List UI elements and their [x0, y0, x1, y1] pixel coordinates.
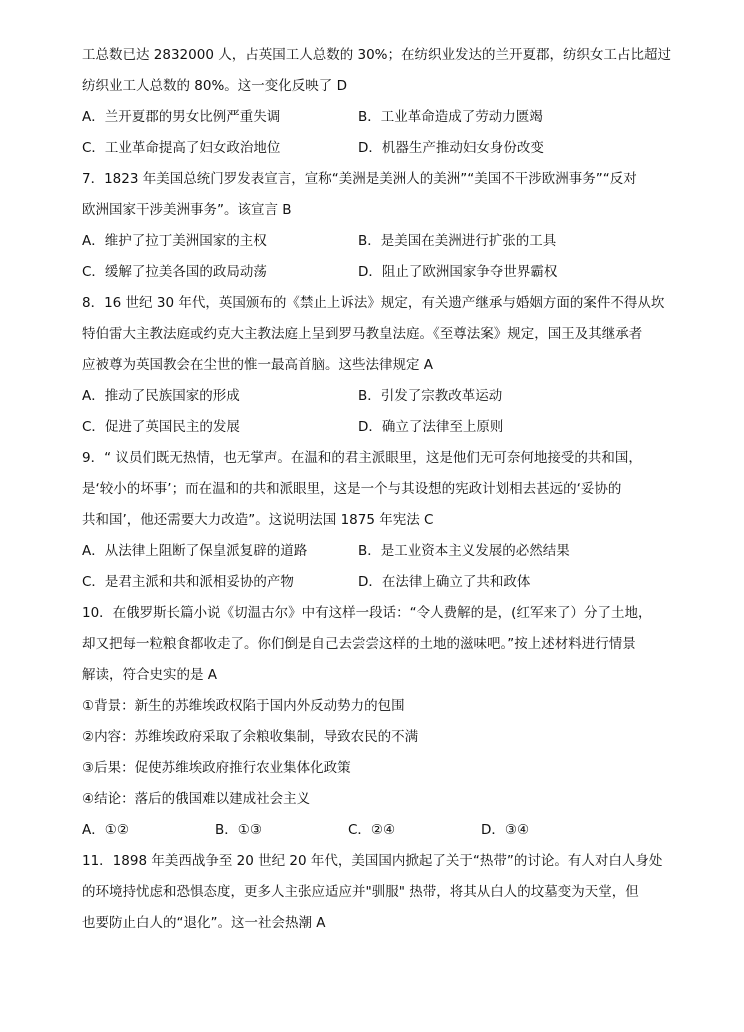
option-row — [82, 226, 686, 257]
option-row — [82, 257, 686, 288]
option-d: D．在法律上确立了共和政体 — [358, 574, 531, 590]
statement-item-3: ③后果：促使苏维埃政府推行农业集体化政策 — [82, 760, 351, 776]
option-c: C．促进了英国民主的发展 — [82, 419, 240, 435]
option-d: D．确立了法律至上原则 — [358, 419, 504, 435]
option-a: A．维护了拉丁美洲国家的主权 — [82, 233, 267, 249]
question-text-line: 11．1898 年美西战争至 20 世纪 20 年代，美国国内掀起了关于“热带”的讨论。有人对白人身处 — [82, 853, 663, 869]
option-d: D．③④ — [481, 822, 530, 838]
question-8 — [82, 288, 686, 443]
statement-item-2: ②内容：苏维埃政府采取了余粮收集制，导致农民的不满 — [82, 729, 419, 745]
option-row — [82, 102, 686, 133]
question-text-line: 8．16 世纪 30 年代，英国颁布的《禁止上诉法》规定，有关遗产继承与婚姻方面的案件不得从坎 — [82, 295, 665, 311]
option-b: B．是工业资本主义发展的必然结果 — [358, 543, 570, 559]
question-text-line: 共和国’，他还需要大力改造”。这说明法国 1875 年宪法 C — [82, 512, 434, 528]
question-6 — [82, 40, 686, 164]
question-text-line: 也要防止白人的“退化”。这一社会热潮 A — [82, 915, 326, 931]
option-row — [82, 567, 686, 598]
option-row — [82, 815, 686, 846]
option-d: D．阻止了欧洲国家争夺世界霸权 — [358, 264, 558, 280]
question-text-line: 欧洲国家干涉美洲事务”。该宣言 B — [82, 202, 292, 218]
question-text-line: 工总数已达 2832000 人，占英国工人总数的 30%；在纺织业发达的兰开夏郡，纺织女工占比超过 — [82, 47, 672, 63]
question-text-line: 10．在俄罗斯长篇小说《切温古尔》中有这样一段话：“令人费解的是，(红军来了）分了土地， — [82, 605, 652, 621]
statement-item-4: ④结论：落后的俄国难以建成社会主义 — [82, 791, 311, 807]
question-11 — [82, 846, 686, 939]
option-d: D．机器生产推动妇女身份改变 — [358, 140, 544, 156]
option-a: A．兰开夏郡的男女比例严重失调 — [82, 109, 281, 125]
option-c: C．缓解了拉美各国的政局动荡 — [82, 264, 267, 280]
question-7 — [82, 164, 686, 288]
option-b: B．①③ — [215, 822, 262, 838]
option-row — [82, 412, 686, 443]
question-text-line: 9．“ 议员们既无热情，也无掌声。在温和的君主派眼里，这是他们无可奈何地接受的共和国， — [82, 450, 642, 466]
option-c: C．是君主派和共和派相妥协的产物 — [82, 574, 294, 590]
option-a: A．推动了民族国家的形成 — [82, 388, 240, 404]
question-10 — [82, 598, 686, 846]
question-text-line: 纺织业工人总数的 80%。这一变化反映了 D — [82, 78, 347, 94]
option-c: C．工业革命提高了妇女政治地位 — [82, 140, 281, 156]
question-text-line: 的环境持忧虑和恐惧态度，更多人主张应适应并"驯服" 热带，将其从白人的坟墓变为天堂，但 — [82, 884, 639, 900]
question-text-line: 特伯雷大主教法庭或约克大主教法庭上呈到罗马教皇法庭。《至尊法案》规定，国王及其继承者 — [82, 326, 643, 342]
option-c: C．②④ — [348, 822, 396, 838]
option-row — [82, 381, 686, 412]
question-text-line: 解读，符合史实的是 A — [82, 667, 218, 683]
option-a: A．从法律上阻断了保皇派复辟的道路 — [82, 543, 308, 559]
question-text-line: 却又把每一粒粮食都收走了。你们倒是自己去尝尝这样的土地的滋味吧。”按上述材料进行情景 — [82, 636, 636, 652]
question-text-line: 是‘较小的坏事’；而在温和的共和派眼里，这是一个与其设想的宪政计划相去甚远的‘妥协的 — [82, 481, 622, 497]
question-text-line: 应被尊为英国教会在尘世的惟一最高首脑。这些法律规定 A — [82, 357, 434, 373]
question-9 — [82, 443, 686, 598]
question-text-line: 7．1823 年美国总统门罗发表宣言，宣称“美洲是美洲人的美洲”“美国不干涉欧洲事务”“反对 — [82, 171, 637, 187]
exam-page — [82, 40, 686, 939]
option-b: B．引发了宗教改革运动 — [358, 388, 503, 404]
option-a: A．①② — [82, 822, 129, 838]
option-b: B．是美国在美洲进行扩张的工具 — [358, 233, 557, 249]
statement-item-1: ①背景：新生的苏维埃政权陷于国内外反动势力的包围 — [82, 698, 405, 714]
option-row — [82, 536, 686, 567]
option-row — [82, 133, 686, 164]
option-b: B．工业革命造成了劳动力匮竭 — [358, 109, 543, 125]
